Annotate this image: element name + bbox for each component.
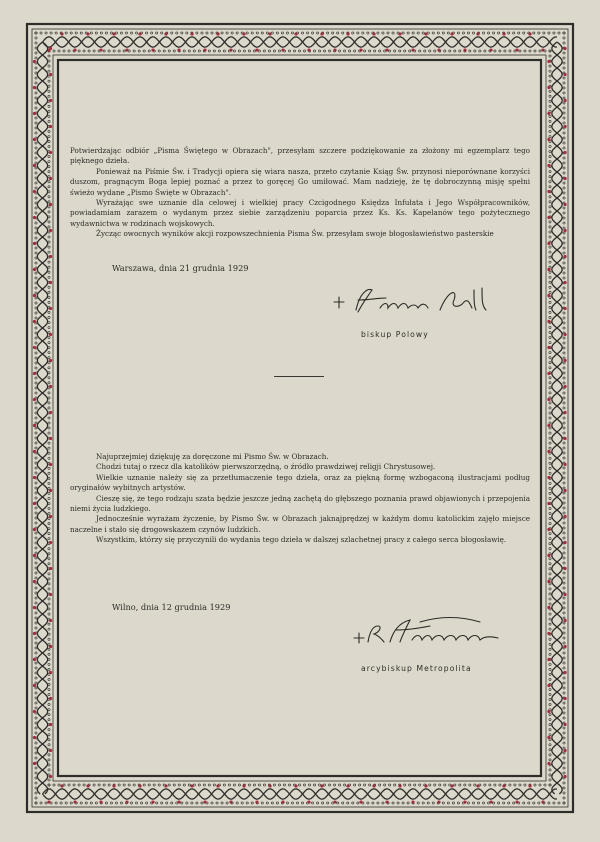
letter-2-signature xyxy=(350,612,510,652)
letter-2-body xyxy=(70,452,530,546)
letter-2-paragraph: Chodzi tutaj o rzecz dla katolików pierwszorzędną, o źródło prawdziwej religji Chrystusowej. xyxy=(96,462,436,472)
letter-2-paragraph: Cieszę się, że tego rodzaju szata będzie jeszcze jedną zachętą do głębszego poznania prawd objawionych i przepojenia niemi życia ludzkiego. xyxy=(70,493,530,514)
letter-2-place-date: Wilno, dnia 12 grudnia 1929 xyxy=(112,602,231,612)
letter-1-signature xyxy=(328,282,498,322)
letter-2-signature-text: + R. Jałbrzykowski xyxy=(350,612,360,613)
letter-1-place-date: Warszawa, dnia 21 grudnia 1929 xyxy=(112,263,249,273)
letter-1-paragraph: Ponieważ na Piśmie Św. i Tradycji opiera się wiara nasza, przeto czytanie Ksiąg Św. przynosi nieporównane korzyści duszom, pragnącym Boga lepiej poznać a przez to goręcej Go umiłować. Mam nadzieję, że tę dobroczynną misję spełni świeżo wydane „Pismo Święte w Obrazach". xyxy=(70,166,530,197)
letter-2-paragraph: Wszystkim, którzy się przyczynili do wydania tego dzieła w dalszej szlachetnej pracy z całego serca błogosławię. xyxy=(96,535,507,545)
letter-1-paragraph: Potwierdzając odbiór „Pisma Świętego w Obrazach", przesyłam szczere podziękowanie za złożony mi egzemplarz tego pięknego dzieła. xyxy=(70,146,530,166)
letter-1-title: biskup Polowy xyxy=(361,330,429,339)
letter-1-signature-text: + Stanisław Gall xyxy=(328,282,337,283)
letter-1-body xyxy=(70,146,530,240)
letter-1-paragraph: Życząc owocnych wyników akcji rozpowszechnienia Pisma Św. przesyłam swoje błogosławieństwo pasterskie xyxy=(96,229,494,239)
section-divider xyxy=(274,376,324,377)
letter-2-paragraph: Najuprzejmiej dziękuję za doręczone mi Pismo Św. w Obrazach. xyxy=(96,452,329,461)
letter-2-paragraph: Jednocześnie wyrażam życzenie, by Pismo Św. w Obrazach jaknajprędzej w każdym domu katolickim zajęło miejsce naczelne i stało się drogowskazem czynów ludzkich. xyxy=(70,514,530,534)
letter-1-paragraph: Wyrażając swe uznanie dla celowej i wielkiej pracy Czcigodnego Księdza Infułata i Jego Współpracowników, powiadamiam zarazem o wydanym przez siebie zarządzeniu poparcia przez Ks. Ks. Kapelanów tego pożytecznego wydawnictwa w rodzinach wojskowych. xyxy=(70,198,530,228)
letter-2-paragraph: Wielkie uznanie należy się za przetłumaczenie tego dzieła, oraz za piękną formę wzbogaconą ilustracjami podług oryginałów wybitnych artystów. xyxy=(70,472,530,493)
letter-2-title: arcybiskup Metropolita xyxy=(361,664,472,673)
